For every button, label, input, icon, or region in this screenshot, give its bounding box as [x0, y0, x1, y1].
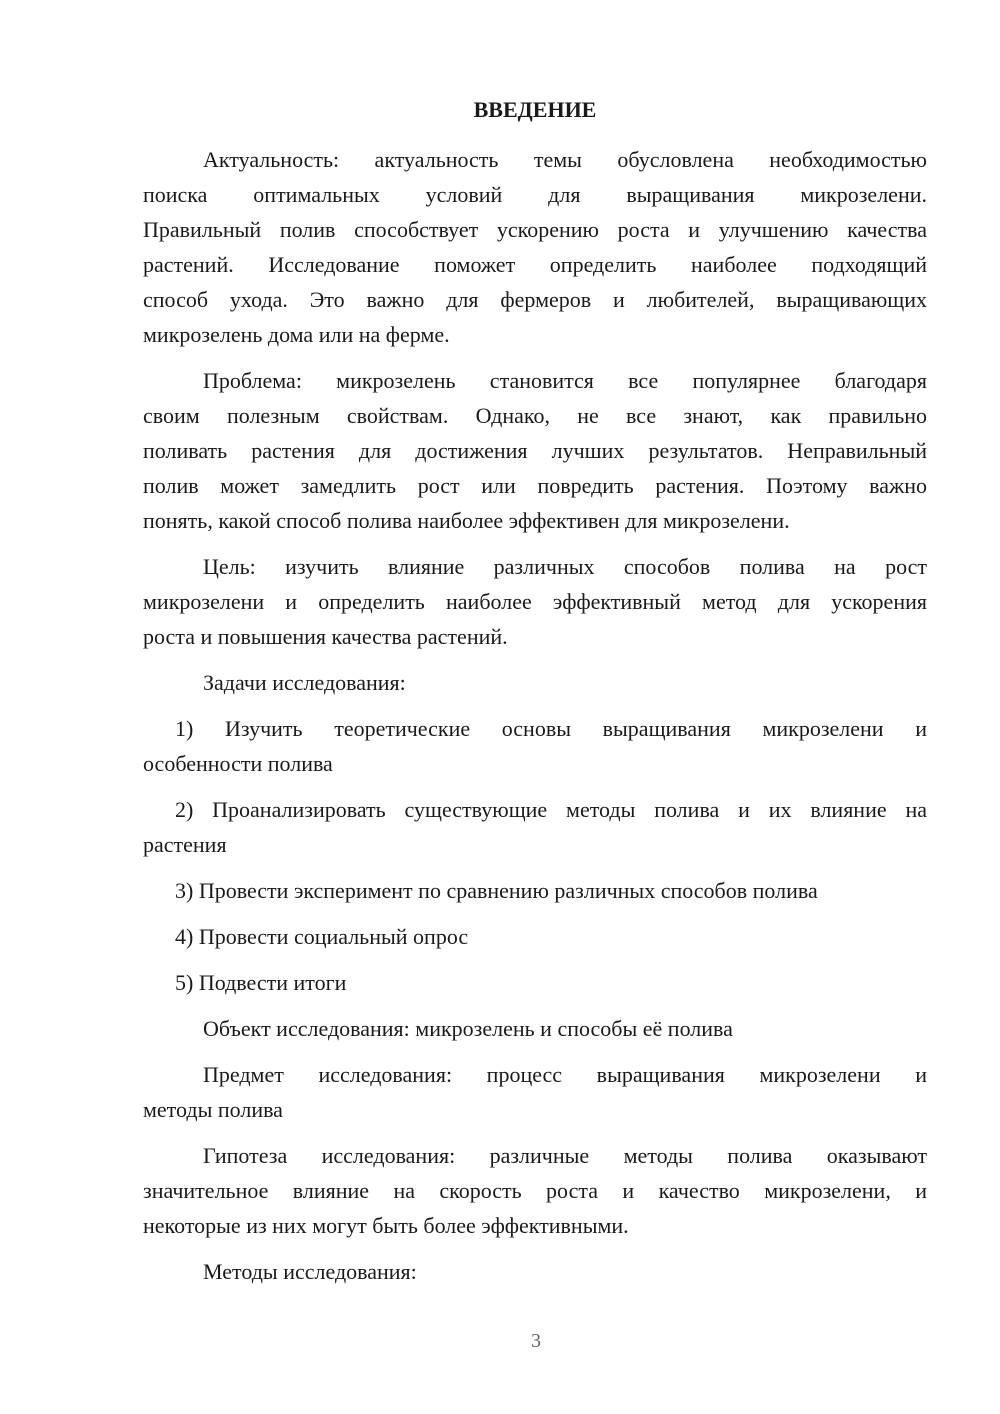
document-body	[143, 142, 927, 1289]
paragraph	[143, 1011, 927, 1046]
text-line: 2) Проанализировать существующие методы полива и их влияние на	[175, 797, 927, 822]
text-line: Объект исследования: микрозелень и способы её полива	[203, 1016, 733, 1041]
paragraph	[143, 1057, 927, 1127]
paragraph	[143, 1138, 927, 1243]
text-line: 5) Подвести итоги	[175, 970, 347, 995]
text-line: особенности полива	[143, 751, 333, 776]
paragraph	[143, 142, 927, 352]
text-line: растений. Исследование поможет определить наиболее подходящий	[143, 252, 927, 277]
text-line: полив может замедлить рост или повредить растения. Поэтому важно	[143, 473, 927, 498]
text-line: поиска оптимальных условий для выращивания микрозелени.	[143, 182, 927, 207]
text-line: способ ухода. Это важно для фермеров и любителей, выращивающих	[143, 287, 927, 312]
text-line: микрозелени и определить наиболее эффективный метод для ускорения	[143, 589, 927, 614]
text-line: растения	[143, 832, 227, 857]
text-line: некоторые из них могут быть более эффективными.	[143, 1213, 629, 1238]
text-line: поливать растения для достижения лучших результатов. Неправильный	[143, 438, 927, 463]
text-line: Предмет исследования: процесс выращивания микрозелени и	[203, 1062, 927, 1087]
text-line: Задачи исследования:	[203, 670, 406, 695]
paragraph	[143, 363, 927, 538]
paragraph	[143, 665, 927, 700]
text-line: Методы исследования:	[203, 1259, 417, 1284]
text-line: Правильный полив способствует ускорению роста и улучшению качества	[143, 217, 927, 242]
paragraph	[143, 1254, 927, 1289]
text-line: Актуальность: актуальность темы обусловлена необходимостью	[203, 147, 927, 172]
text-line: 1) Изучить теоретические основы выращивания микрозелени и	[175, 716, 927, 741]
task-item	[143, 873, 927, 908]
section-title: ВВЕДЕНИЕ	[473, 97, 597, 122]
paragraph	[143, 549, 927, 654]
task-item	[143, 792, 927, 862]
text-line: методы полива	[143, 1097, 283, 1122]
task-item	[143, 711, 927, 781]
text-line: своим полезным свойствам. Однако, не все знают, как правильно	[143, 403, 927, 428]
text-line: значительное влияние на скорость роста и качество микрозелени, и	[143, 1178, 927, 1203]
text-line: понять, какой способ полива наиболее эффективен для микрозелени.	[143, 508, 790, 533]
text-line: 4) Провести социальный опрос	[175, 924, 469, 949]
text-line: Цель: изучить влияние различных способов полива на рост	[203, 554, 927, 579]
text-line: Проблема: микрозелень становится все популярнее благодаря	[203, 368, 927, 393]
text-line: микрозелень дома или на ферме.	[143, 322, 450, 347]
text-line: Гипотеза исследования: различные методы полива оказывают	[203, 1143, 927, 1168]
page-number: 3	[531, 1330, 541, 1352]
text-line: роста и повышения качества растений.	[143, 624, 508, 649]
task-item	[143, 919, 927, 954]
task-item	[143, 965, 927, 1000]
document-page	[143, 92, 927, 1300]
text-line: 3) Провести эксперимент по сравнению различных способов полива	[175, 878, 818, 903]
